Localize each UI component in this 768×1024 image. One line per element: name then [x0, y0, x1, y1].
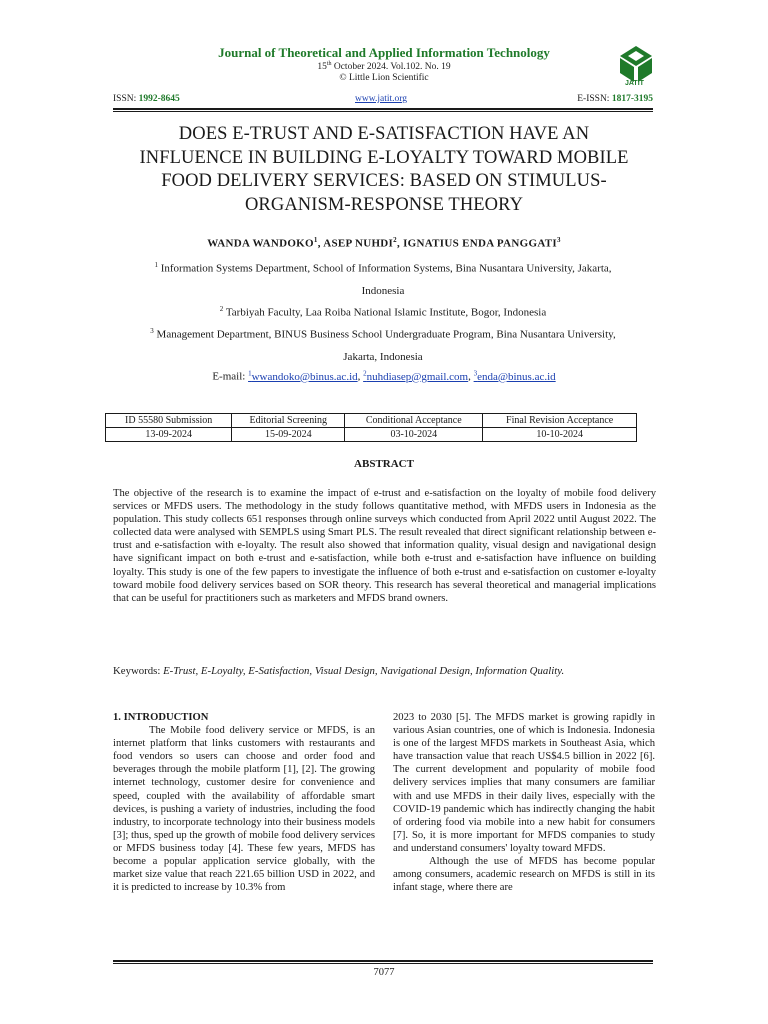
table-row [106, 428, 637, 442]
affiliation-1: $^1$ Information Systems Department, School of Information Systems, Bina Nusantara University, Jakarta, Indonesia [154, 261, 612, 297]
body-column-left [113, 711, 375, 894]
author-list: WANDA WANDOKO$^1$, ASEP NUHDI$^2$, IGNATIUS ENDA PANGGATI$^3$ [207, 236, 561, 250]
page-number: 7077 [373, 967, 395, 978]
paragraph: Although the use of MFDS has become popular among consumers, academic research on MFDS is still in its infant stage, where there are [393, 856, 655, 894]
table-cell: 13-09-2024 [106, 428, 232, 442]
affiliation-3: $^3$ Management Department, BINUS Business School Undergraduate Program, Bina Nusantara University, Jakarta, Indonesia [150, 327, 616, 363]
title-line: ORGANISM-RESPONSE THEORY [244, 194, 524, 215]
body-column-right [393, 711, 655, 894]
title-line: FOOD DELIVERY SERVICES: BASED ON STIMULUS- [161, 171, 607, 191]
table-header-cell: Final Revision Acceptance [483, 414, 637, 428]
paragraph: The Mobile food delivery service or MFDS, is an internet platform that links customers with restaurants and food vendors so users can choose and order food and beverages through the mobile platform [1], [2]. The growing internet technology, customer desire for convenience and speed, coupled with the availability of affordable smart devices, is pushing a variety of industries, including the food industry, to incorporate technology into their business models [3]; thus, sped up the growth of mobile food delivery services or MFDS business today [4]. These few years, MFDS has become a popular application service globally, with the market size value that reach 221.65 billion USD in 2022, and it is predicted to increase by 10.3% from [113, 725, 375, 894]
table-cell: 03-10-2024 [345, 428, 483, 442]
table-row [106, 414, 637, 428]
logo-text: JATIT [625, 80, 644, 87]
email-link-2[interactable]: $^2$nuhdiasep@gmail.com [363, 369, 469, 383]
table-header-cell: ID 55580 Submission [106, 414, 232, 428]
footer-rule [113, 960, 653, 962]
title-line: INFLUENCE IN BUILDING E-LOYALTY TOWARD MOBILE [139, 147, 629, 168]
keywords: Keywords: E-Trust, E-Loyalty, E-Satisfaction, Visual Design, Navigational Design, Information Quality. [113, 665, 565, 677]
header-rule [113, 108, 653, 110]
issn-row [113, 94, 653, 108]
submission-dates-table [105, 413, 637, 442]
journal-publisher: © Little Lion Scientific [339, 73, 429, 83]
journal-title: Journal of Theoretical and Applied Information Technology [218, 45, 550, 60]
title-line: DOES E-TRUST AND E-SATISFACTION HAVE AN [178, 124, 590, 144]
section-heading: 1. INTRODUCTION [113, 712, 209, 723]
journal-website-link[interactable]: www.jatit.org [355, 94, 407, 104]
journal-issue: 15th October 2024. Vol.102. No. 19 [317, 61, 451, 73]
footer-rule-thin [113, 963, 653, 964]
paper-title [100, 123, 668, 217]
table-cell: 10-10-2024 [483, 428, 637, 442]
email-link-1[interactable]: $^1$wwandoko@binus.ac.id [248, 369, 358, 383]
abstract-heading: ABSTRACT [354, 458, 414, 470]
header-rule-thin [113, 111, 653, 112]
table-header-cell: Conditional Acceptance [345, 414, 483, 428]
email-link-3[interactable]: $^3$enda@binus.ac.id [473, 369, 556, 383]
table-cell: 15-09-2024 [232, 428, 345, 442]
issn: ISSN: 1992-8645 [113, 94, 180, 104]
paragraph: 2023 to 2030 [5]. The MFDS market is growing rapidly in various Asian countries, one of which is Indonesia. Indonesia is one of the largest MFDS markets in Southeast Asia, which have transaction value that reach US$4.5 billion in 2022 [6]. The current development and popularity of mobile food delivery services implies that many consumers are familiar with and use MFDS in their daily lives, especially with the COVID-19 pandemic which has indirectly changing the habit of ordering food via mobile into a new habit for consumers [7]. So, it is more important for MFDS companies to study and understand consumers' loyalty toward MFDS. [393, 712, 655, 854]
table-header-cell: Editorial Screening [232, 414, 345, 428]
email-line: E-mail: $^1$wwandoko@binus.ac.id, $^2$nuhdiasep@gmail.com, $^3$enda@binus.ac.id [212, 369, 556, 383]
eissn: E-ISSN: 1817-3195 [577, 94, 653, 104]
affiliation-2: $^2$ Tarbiyah Faculty, Laa Roiba National Islamic Institute, Bogor, Indonesia [219, 305, 547, 319]
abstract-text: The objective of the research is to examine the impact of e-trust and e-satisfaction on the loyalty of mobile food delivery services or MFDS users. The methodology in the study follows quantitative method, with MFDS users in Indonesia as the population. This study collects 651 responses through online surveys which conducted from April 2022 until August 2022. The collected data were analysed with SEMPLS using Smart PLS. The result revealed that direct significant relationship between e-trust and e-satisfaction with e-loyalty. The result also showed that information quality, visual design and navigational design have significant impact on both e-trust and e-satisfaction, while both e-trust and e-satisfaction have influence on building loyalty. This study is one of the few papers to investigate the influence of both e-trust and e-satisfaction on customer e-loyalty toward mobile food delivery services based on SOR theory. This research has several theoretical and managerial implications that can be useful for practitioners such as marketers and MFDS brand owners. [113, 488, 656, 604]
